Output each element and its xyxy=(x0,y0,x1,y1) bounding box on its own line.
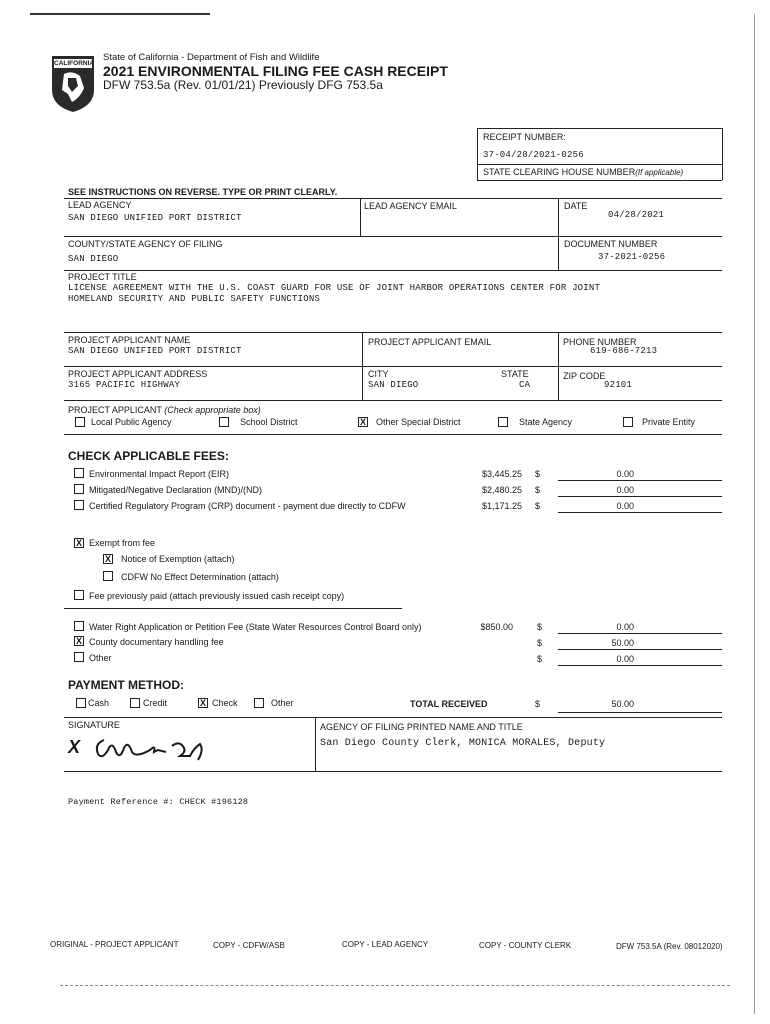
checkbox-cash[interactable] xyxy=(76,698,86,708)
checkbox-other-payment[interactable] xyxy=(254,698,264,708)
instructions: SEE INSTRUCTIONS ON REVERSE. TYPE OR PRINT CLEARLY. xyxy=(68,187,338,197)
zip-label: ZIP CODE xyxy=(563,371,606,381)
document-number-value: 37-2021-0256 xyxy=(598,252,666,262)
footer-copy-cdfw: COPY - CDFW/ASB xyxy=(213,941,285,950)
state-label: STATE xyxy=(501,369,529,379)
lead-agency-value: SAN DIEGO UNIFIED PORT DISTRICT xyxy=(68,213,242,223)
checkbox-state-agency[interactable] xyxy=(498,417,508,427)
project-title-label: PROJECT TITLE xyxy=(68,272,137,282)
receipt-number: 37-04/28/2021-0256 xyxy=(483,150,584,160)
fee-mnd-amount: 0.00 xyxy=(616,485,634,495)
checkbox-county-fee[interactable]: X xyxy=(75,636,82,646)
seal-text: CALIFORNIA xyxy=(54,60,95,67)
receipt-number-label: RECEIPT NUMBER: xyxy=(483,132,566,142)
payment-other-label: Other xyxy=(271,698,294,708)
applicant-name-value: SAN DIEGO UNIFIED PORT DISTRICT xyxy=(68,346,242,356)
checkbox-mnd[interactable] xyxy=(74,484,84,494)
applicant-type-note: (Check appropriate box) xyxy=(164,405,261,415)
project-title-line1: LICENSE AGREEMENT WITH THE U.S. COAST GUARD FOR USE OF JOINT HARBOR OPERATIONS CENTER FOR JOINT xyxy=(68,283,601,293)
total-currency: $ xyxy=(535,699,541,709)
county-agency-label: COUNTY/STATE AGENCY OF FILING xyxy=(68,239,223,249)
payment-heading: PAYMENT METHOD: xyxy=(68,678,185,692)
label-local-public-agency: Local Public Agency xyxy=(91,417,172,427)
signature-label: SIGNATURE xyxy=(68,720,120,730)
payment-cash-label: Cash xyxy=(88,698,110,708)
state-seal xyxy=(50,54,96,114)
checkbox-nefd[interactable] xyxy=(103,571,113,581)
applicant-email-label: PROJECT APPLICANT EMAIL xyxy=(368,337,492,347)
payment-credit-label: Credit xyxy=(143,698,168,708)
checkbox-other-special-district[interactable]: X xyxy=(359,417,366,427)
date-value: 04/28/2021 xyxy=(608,210,665,220)
fee-water-right-label: Water Right Application or Petition Fee (State Water Resources Control Board only) xyxy=(89,622,422,632)
payment-reference: Payment Reference #: CHECK #196128 xyxy=(68,797,249,807)
checkbox-other-fee[interactable] xyxy=(74,652,84,662)
checkbox-water-right[interactable] xyxy=(74,621,84,631)
city-label: CITY xyxy=(368,369,389,379)
fee-noe-label: Notice of Exemption (attach) xyxy=(121,554,235,564)
fee-previously-paid-label: Fee previously paid (attach previously issued cash receipt copy) xyxy=(89,591,345,601)
fee-eir-rate: $3,445.25 xyxy=(481,469,522,479)
fee-eir-amount: 0.00 xyxy=(616,469,634,479)
clearing-house-label xyxy=(483,167,683,177)
clearing-house-note: (If applicable) xyxy=(635,168,684,177)
fee-mnd-rate: $2,480.25 xyxy=(481,485,522,495)
checkbox-crp[interactable] xyxy=(74,500,84,510)
signature-x: X xyxy=(68,737,81,757)
fee-nefd-label: CDFW No Effect Determination (attach) xyxy=(121,572,279,582)
fee-water-right-rate: $850.00 xyxy=(480,622,513,632)
total-amount: 50.00 xyxy=(611,699,634,709)
scan-artifact-top-line xyxy=(30,13,210,15)
checkbox-eir[interactable] xyxy=(74,468,84,478)
department-name: State of California - Department of Fish and Wildlife xyxy=(103,52,320,63)
county-agency-value: SAN DIEGO xyxy=(68,254,119,264)
checkbox-noe[interactable]: X xyxy=(104,554,111,564)
fees-heading: CHECK APPLICABLE FEES: xyxy=(68,449,229,463)
fee-other-currency: $ xyxy=(537,654,543,664)
form-title: 2021 ENVIRONMENTAL FILING FEE CASH RECEIPT xyxy=(103,63,448,79)
footer-copy-lead-agency: COPY - LEAD AGENCY xyxy=(342,940,429,949)
fee-crp-currency: $ xyxy=(535,501,541,511)
payment-check-label: Check xyxy=(212,698,238,708)
footer-form-id: DFW 753.5A (Rev. 08012020) xyxy=(616,942,723,951)
date-label: DATE xyxy=(564,201,588,211)
document-number-label: DOCUMENT NUMBER xyxy=(564,239,658,249)
fee-county-amount: 50.00 xyxy=(611,638,634,648)
fee-exempt-label: Exempt from fee xyxy=(89,538,156,548)
city-value: SAN DIEGO xyxy=(368,380,419,390)
fee-other-label: Other xyxy=(89,653,112,663)
applicant-type-label-text: PROJECT APPLICANT xyxy=(68,405,162,415)
total-received-label: TOTAL RECEIVED xyxy=(410,699,488,709)
checkbox-private-entity[interactable] xyxy=(623,417,633,427)
checkbox-local-public-agency[interactable] xyxy=(75,417,85,427)
checkbox-previously-paid[interactable] xyxy=(74,590,84,600)
fee-crp-label: Certified Regulatory Program (CRP) document - payment due directly to CDFW xyxy=(89,501,406,511)
fee-eir-currency: $ xyxy=(535,469,541,479)
label-state-agency: State Agency xyxy=(519,417,573,427)
applicant-type-label xyxy=(68,405,261,415)
state-value: CA xyxy=(519,380,531,390)
fee-crp-rate: $1,171.25 xyxy=(481,501,522,511)
fee-mnd-currency: $ xyxy=(535,485,541,495)
fee-water-right-currency: $ xyxy=(537,622,543,632)
fee-mnd-label: Mitigated/Negative Declaration (MND)/(ND) xyxy=(89,485,263,495)
signature-scribble xyxy=(90,730,220,768)
label-school-district: School District xyxy=(240,417,298,427)
applicant-name-label: PROJECT APPLICANT NAME xyxy=(68,335,191,345)
footer-copy-county-clerk: COPY - COUNTY CLERK xyxy=(479,941,572,950)
clearing-house-label-text: STATE CLEARING HOUSE NUMBER xyxy=(483,167,636,177)
project-title-line2: HOMELAND SECURITY AND PUBLIC SAFETY FUNCTIONS xyxy=(68,294,321,304)
lead-agency-email-label: LEAD AGENCY EMAIL xyxy=(364,201,457,211)
fee-county-currency: $ xyxy=(537,638,543,648)
fee-other-amount: 0.00 xyxy=(616,654,634,664)
label-private-entity: Private Entity xyxy=(642,417,696,427)
fee-water-right-amount: 0.00 xyxy=(616,622,634,632)
zip-value: 92101 xyxy=(604,380,633,390)
address-value: 3165 PACIFIC HIGHWAY xyxy=(68,380,181,390)
fee-crp-amount: 0.00 xyxy=(616,501,634,511)
checkbox-credit[interactable] xyxy=(130,698,140,708)
scan-artifact-right-edge xyxy=(754,14,755,1014)
fee-eir-label: Environmental Impact Report (EIR) xyxy=(89,469,230,479)
fee-county-label: County documentary handling fee xyxy=(89,637,224,647)
filing-agency-value: San Diego County Clerk, MONICA MORALES, Deputy xyxy=(320,738,606,749)
lead-agency-label: LEAD AGENCY xyxy=(68,200,132,210)
phone-label: PHONE NUMBER xyxy=(563,337,637,347)
footer-copy-original: ORIGINAL - PROJECT APPLICANT xyxy=(50,940,179,949)
checkbox-exempt[interactable]: X xyxy=(75,538,82,548)
address-label: PROJECT APPLICANT ADDRESS xyxy=(68,369,208,379)
label-other-special-district: Other Special District xyxy=(376,417,461,427)
checkbox-school-district[interactable] xyxy=(219,417,229,427)
form-subtitle: DFW 753.5a (Rev. 01/01/21) Previously DFG 753.5a xyxy=(103,78,383,92)
filing-agency-label: AGENCY OF FILING PRINTED NAME AND TITLE xyxy=(320,722,523,732)
scan-artifact-bottom-line xyxy=(60,985,730,986)
phone-value: 619-686-7213 xyxy=(590,346,658,356)
checkbox-check[interactable]: X xyxy=(199,698,206,708)
